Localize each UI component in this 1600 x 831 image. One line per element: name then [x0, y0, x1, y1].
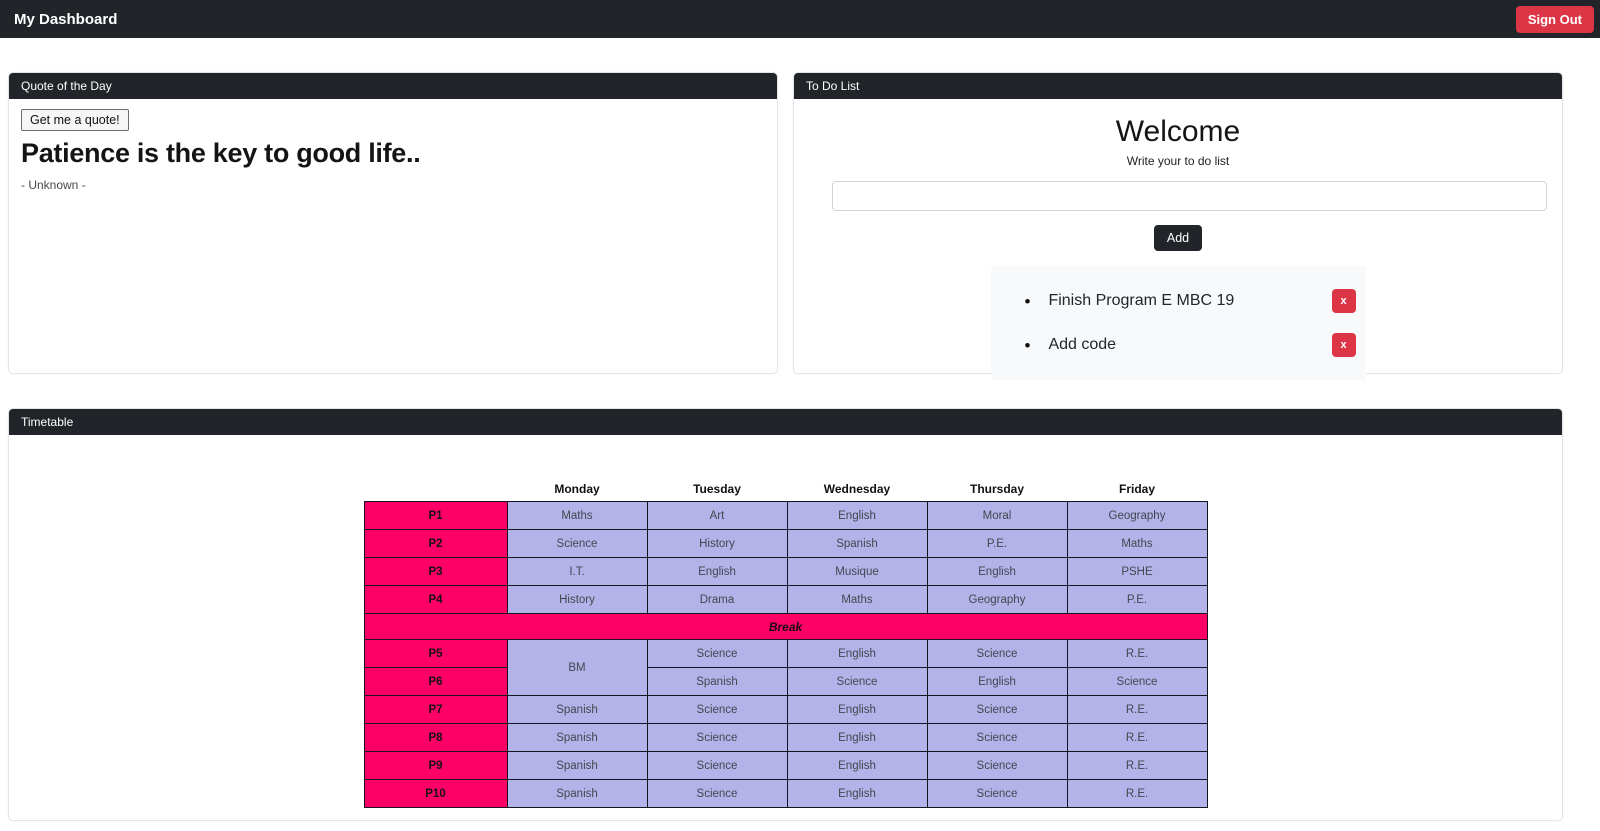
subject-cell: Geography — [1067, 502, 1207, 530]
subject-cell: English — [927, 558, 1067, 586]
todo-item-text: Add code — [1048, 336, 1117, 353]
subject-cell: Drama — [647, 586, 787, 614]
subject-cell: Science — [647, 780, 787, 808]
todo-item — [991, 279, 1366, 323]
period-cell: P6 — [364, 668, 507, 696]
subject-cell: History — [507, 586, 647, 614]
todo-subtitle: Write your to do list — [1126, 154, 1230, 168]
subject-cell: English — [787, 724, 927, 752]
subject-cell: I.T. — [507, 558, 647, 586]
top-row — [8, 72, 1563, 374]
todo-item — [991, 323, 1366, 367]
subject-cell: English — [787, 640, 927, 668]
corner-cell — [364, 482, 507, 502]
delete-item-button[interactable]: x — [1332, 289, 1356, 313]
day-header: Thursday — [927, 482, 1067, 502]
subject-cell: Musique — [787, 558, 927, 586]
period-cell: P2 — [364, 530, 507, 558]
subject-cell: English — [647, 558, 787, 586]
bullet-icon: • — [1024, 335, 1031, 355]
welcome-title: Welcome — [1115, 115, 1241, 148]
day-header-row — [364, 482, 1207, 502]
subject-cell: R.E. — [1067, 696, 1207, 724]
subject-cell: R.E. — [1067, 724, 1207, 752]
main-content — [8, 72, 1563, 821]
timetable-card-body — [9, 435, 1562, 815]
todo-card-body — [794, 99, 1562, 380]
timetable-row-p4 — [364, 586, 1207, 614]
timetable-card-header: Timetable — [9, 409, 1562, 435]
add-button[interactable]: Add — [1154, 225, 1202, 251]
period-cell: P9 — [364, 752, 507, 780]
subject-cell: R.E. — [1067, 640, 1207, 668]
subject-cell: English — [787, 780, 927, 808]
period-cell: P7 — [364, 696, 507, 724]
subject-cell: History — [647, 530, 787, 558]
timetable-row-p3 — [364, 558, 1207, 586]
subject-cell: Geography — [927, 586, 1067, 614]
period-cell: P5 — [364, 640, 507, 668]
subject-cell: Science — [647, 724, 787, 752]
timetable-table — [364, 482, 1208, 808]
subject-cell: Maths — [507, 502, 647, 530]
todo-input[interactable] — [832, 181, 1547, 211]
quote-card-header: Quote of the Day — [9, 73, 777, 99]
timetable-row-p5 — [364, 640, 1207, 668]
quote-card-body — [9, 99, 777, 202]
timetable-row-p7 — [364, 696, 1207, 724]
timetable-row-p2 — [364, 530, 1207, 558]
subject-cell: Science — [927, 780, 1067, 808]
subject-cell: Science — [927, 640, 1067, 668]
subject-cell: R.E. — [1067, 780, 1207, 808]
todo-list — [991, 266, 1366, 380]
subject-cell: Spanish — [787, 530, 927, 558]
subject-cell: Science — [927, 696, 1067, 724]
timetable-row-p8 — [364, 724, 1207, 752]
navbar — [0, 0, 1600, 38]
subject-cell: Spanish — [507, 780, 647, 808]
quote-text: Patience is the key to good life.. — [21, 138, 421, 168]
todo-card-header: To Do List — [794, 73, 1562, 99]
sign-out-button[interactable]: Sign Out — [1516, 6, 1594, 33]
subject-cell: Science — [1067, 668, 1207, 696]
subject-cell: Science — [647, 640, 787, 668]
subject-cell: Art — [647, 502, 787, 530]
break-cell: Break — [364, 614, 1207, 640]
bullet-icon: • — [1024, 291, 1031, 311]
subject-cell: Maths — [787, 586, 927, 614]
app-title: My Dashboard — [14, 10, 118, 28]
timetable-row-p1 — [364, 502, 1207, 530]
subject-cell: Science — [507, 530, 647, 558]
day-header: Wednesday — [787, 482, 927, 502]
subject-cell: Science — [647, 752, 787, 780]
subject-cell: Spanish — [647, 668, 787, 696]
subject-cell: Spanish — [507, 724, 647, 752]
subject-cell: Science — [927, 724, 1067, 752]
period-cell: P3 — [364, 558, 507, 586]
subject-cell: PSHE — [1067, 558, 1207, 586]
quote-card — [8, 72, 778, 374]
timetable-row-p6 — [364, 668, 1207, 696]
period-cell: P4 — [364, 586, 507, 614]
subject-cell: English — [787, 502, 927, 530]
period-cell: P10 — [364, 780, 507, 808]
subject-cell: P.E. — [927, 530, 1067, 558]
timetable-card — [8, 408, 1563, 821]
subject-cell: Spanish — [507, 752, 647, 780]
day-header: Monday — [507, 482, 647, 502]
subject-cell: English — [787, 752, 927, 780]
subject-cell: Science — [927, 752, 1067, 780]
todo-item-text: Finish Program E MBC 19 — [1048, 292, 1235, 309]
timetable-row-p9 — [364, 752, 1207, 780]
break-row — [364, 614, 1207, 640]
quote-author: - Unknown - — [21, 178, 86, 192]
subject-cell: English — [787, 696, 927, 724]
subject-cell: Spanish — [507, 696, 647, 724]
subject-cell: Moral — [927, 502, 1067, 530]
day-header: Tuesday — [647, 482, 787, 502]
get-quote-button[interactable]: Get me a quote! — [21, 109, 129, 131]
day-header: Friday — [1067, 482, 1207, 502]
delete-item-button[interactable]: x — [1332, 333, 1356, 357]
subject-cell: P.E. — [1067, 586, 1207, 614]
todo-card — [793, 72, 1563, 374]
subject-cell: Science — [647, 696, 787, 724]
subject-cell: Maths — [1067, 530, 1207, 558]
timetable-row-p10 — [364, 780, 1207, 808]
subject-cell-merged: BM — [507, 640, 647, 696]
subject-cell: Science — [787, 668, 927, 696]
subject-cell: English — [927, 668, 1067, 696]
subject-cell: R.E. — [1067, 752, 1207, 780]
period-cell: P8 — [364, 724, 507, 752]
period-cell: P1 — [364, 502, 507, 530]
